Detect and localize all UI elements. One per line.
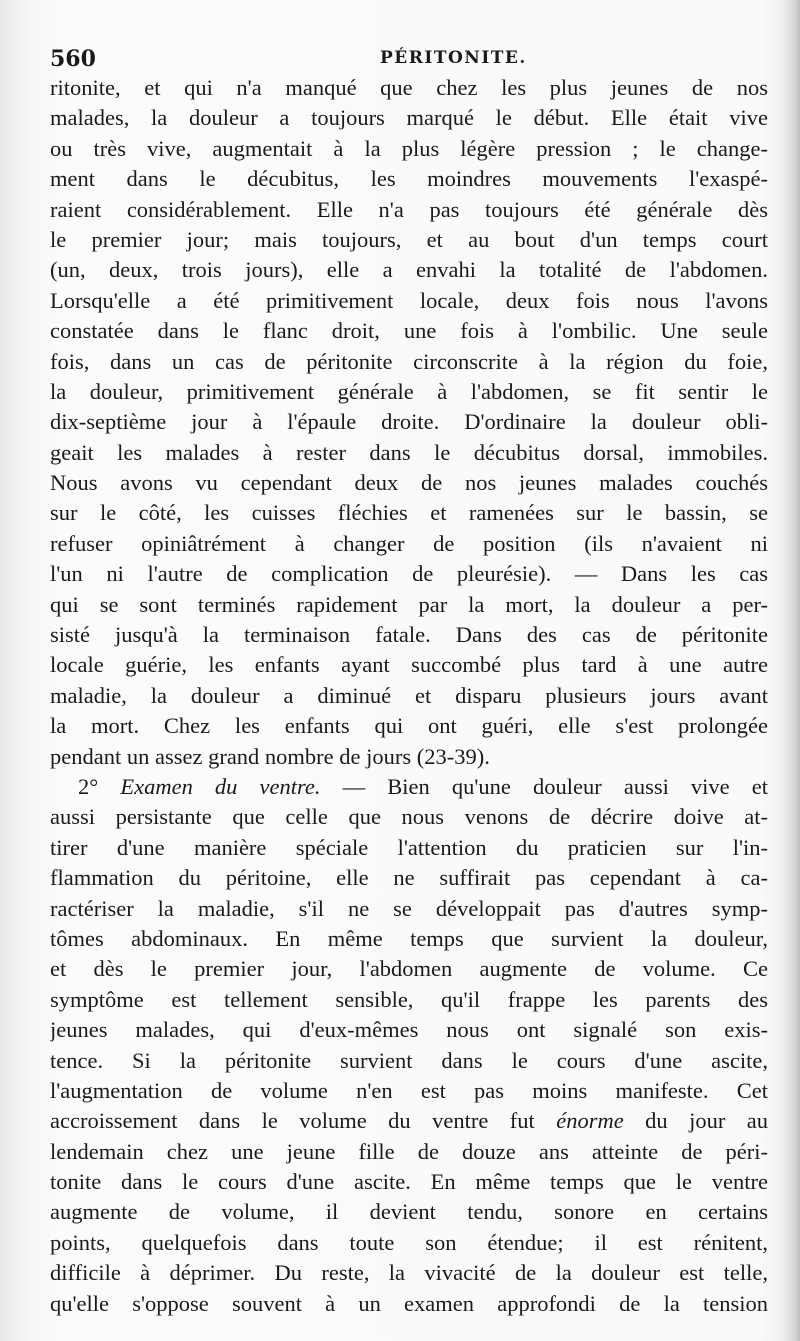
text-line: (un, deux, trois jours), elle a envahi la totalité de l'abdomen. [50, 257, 768, 283]
text-line: et dès le premier jour, l'abdomen augmente de volume. Ce [50, 956, 768, 982]
text-line: la mort. Chez les enfants qui ont guéri, elle s'est prolongée [50, 713, 768, 739]
text-line: qu'elle s'oppose souvent à un examen approfondi de la tension [50, 1290, 768, 1316]
text-line: ritonite, et qui n'a manqué que chez les plus jeunes de nos [50, 75, 768, 100]
text-line: flammation du péritoine, elle ne suffirait pas cependant à ca- [50, 865, 768, 891]
text-line: geait les malades à rester dans le décubitus dorsal, immobiles. [50, 439, 768, 465]
text-line: aussi persistante que celle que nous venons de décrire doive at- [50, 804, 768, 830]
text-line: sisté jusqu'à la terminaison fatale. Dans des cas de péritonite [50, 622, 768, 648]
text-line: dix-septième jour à l'épaule droite. D'ordinaire la douleur obli- [50, 409, 768, 435]
text-line: tirer d'une manière spéciale l'attention du praticien sur l'in- [50, 834, 768, 860]
page-number: 560 [50, 46, 96, 72]
text-line-with-emphasis [50, 1106, 768, 1136]
text-line: malades, la douleur a toujours marqué le début. Elle était vive [50, 105, 768, 131]
emphasis-word: énorme [556, 1108, 624, 1134]
text-line: difficile à déprimer. Du reste, la vivacité de la douleur est telle, [50, 1260, 768, 1286]
text-line: le premier jour; mais toujours, et au bout d'un temps court [50, 226, 768, 252]
line-after: du jour au [645, 1108, 768, 1134]
text-line: constatée dans le flanc droit, une fois à l'ombilic. Une seule [50, 318, 768, 344]
text-line: ment dans le décubitus, les moindres mouvements l'exaspé- [50, 166, 768, 192]
section-first-line: — Bien qu'une douleur aussi vive et [342, 773, 768, 799]
text-line: l'augmentation de volume n'en est pas moins manifeste. Cet [50, 1077, 768, 1103]
text-line: tômes abdominaux. En même temps que survient la douleur, [50, 925, 768, 951]
running-title: PÉRITONITE. [380, 48, 527, 68]
section-number: 2° [78, 773, 99, 799]
text-line: raient considérablement. Elle n'a pas toujours été générale dès [50, 196, 768, 222]
text-line: sur le côté, les cuisses fléchies et ramenées sur le bassin, se [50, 500, 768, 526]
section-heading-line [50, 772, 768, 802]
text-line: Lorsqu'elle a été primitivement locale, deux fois nous l'avons [50, 287, 768, 313]
text-line: ou très vive, augmentait à la plus légère pression ; le change- [50, 135, 768, 161]
text-line: tonite dans le cours d'une ascite. En même temps que le ventre [50, 1169, 768, 1195]
text-line: symptôme est tellement sensible, qu'il frappe les parents des [50, 986, 768, 1012]
text-line: l'un ni l'autre de complication de pleurésie). — Dans les cas [50, 561, 768, 587]
page-header [50, 38, 770, 72]
text-line: locale guérie, les enfants ayant succombé plus tard à une autre [50, 652, 768, 678]
text-line: points, quelquefois dans toute son étendue; il est rénitent, [50, 1229, 768, 1255]
text-line: augmente de volume, il devient tendu, sonore en certains [50, 1199, 768, 1225]
text-line: ractériser la maladie, s'il ne se développait pas d'autres symp- [50, 895, 768, 921]
text-line: la douleur, primitivement générale à l'abdomen, se fit sentir le [50, 378, 768, 404]
text-line: jeunes malades, qui d'eux-mêmes nous ont signalé son exis- [50, 1017, 768, 1043]
text-line: tence. Si la péritonite survient dans le cours d'une ascite, [50, 1047, 768, 1073]
section-heading: Examen du ventre. [120, 773, 321, 799]
text-line: maladie, la douleur a diminué et disparu plusieurs jours avant [50, 682, 768, 708]
text-line: qui se sont terminés rapidement par la mort, la douleur a per- [50, 591, 768, 617]
page-edge-shadow [782, 0, 800, 1341]
text-line: fois, dans un cas de péritonite circonscrite à la région du foie, [50, 348, 768, 374]
text-line: refuser opiniâtrément à changer de position (ils n'avaient ni [50, 530, 768, 556]
text-line: lendemain chez une jeune fille de douze ans atteinte de péri- [50, 1138, 768, 1164]
paragraph-end-line: pendant un assez grand nombre de jours (23-39). [50, 743, 490, 769]
body-text [50, 73, 770, 1319]
text-line: Nous avons vu cependant deux de nos jeunes malades couchés [50, 470, 768, 496]
line-before: accroissement dans le volume du ventre fut [50, 1108, 535, 1134]
